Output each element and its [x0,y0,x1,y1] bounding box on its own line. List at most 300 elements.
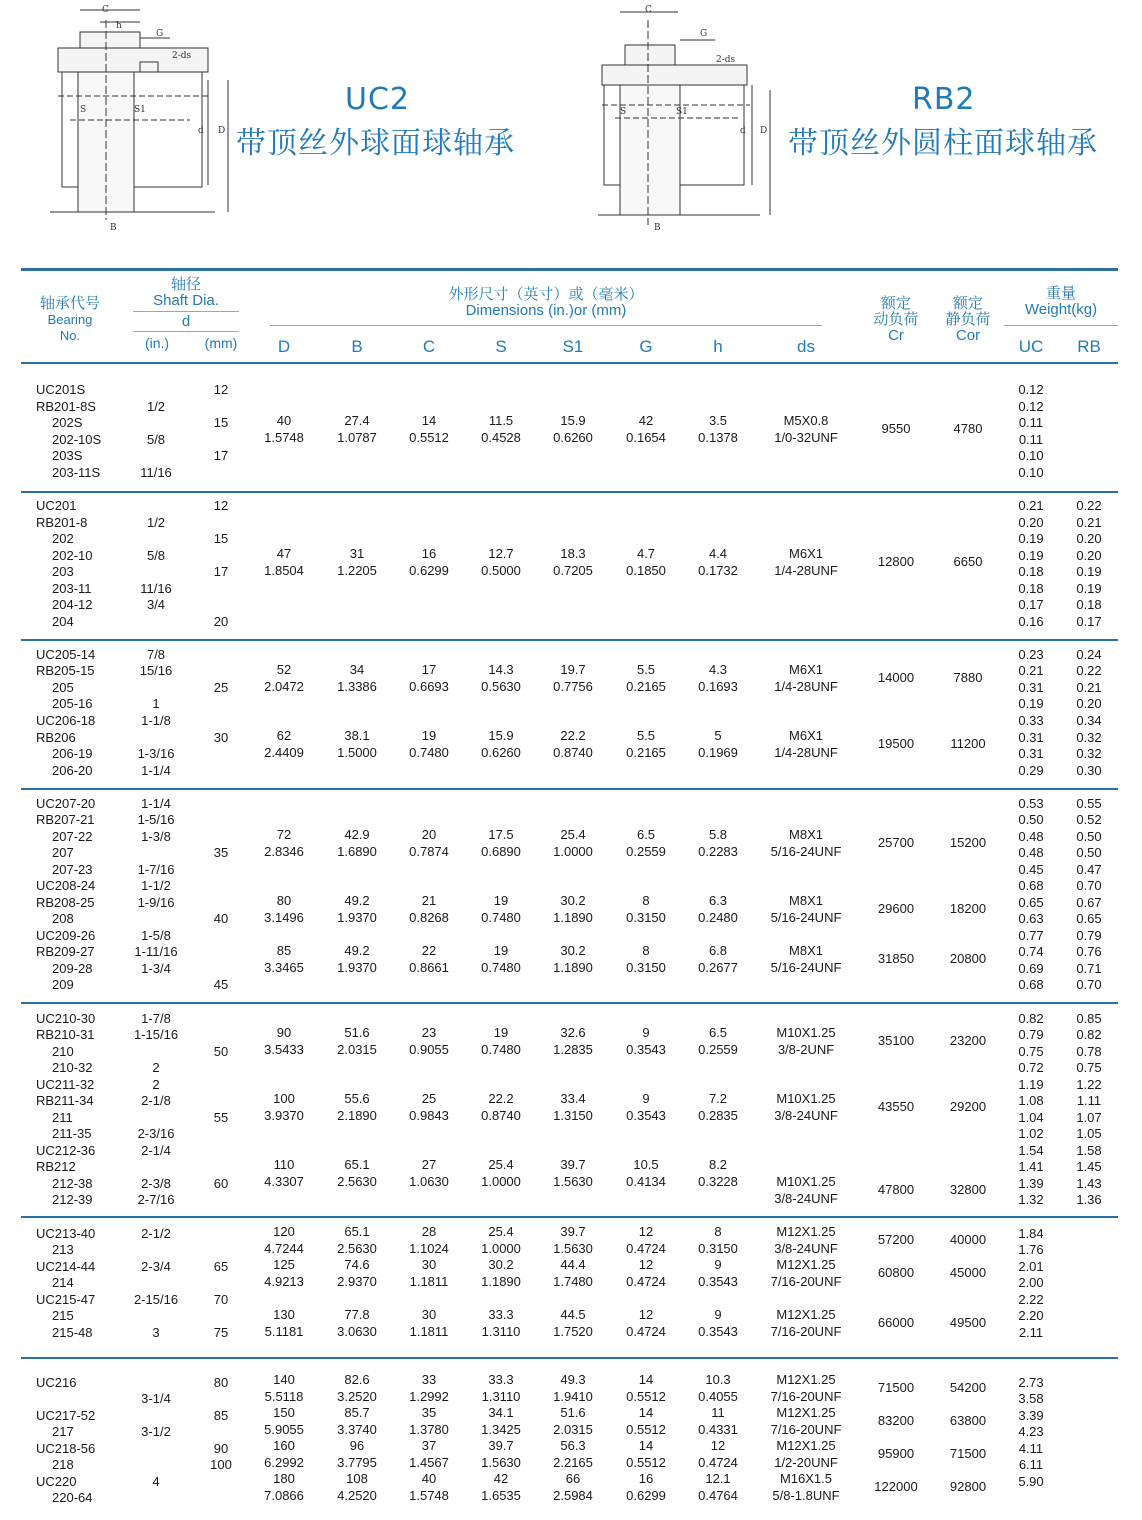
dim-C: 20 0.7874 [409,827,449,859]
weight-rb: 1.45 [1076,1159,1102,1174]
weight-header: 重量 Weight(kg) [1024,285,1098,318]
shaft-inch: 1-3/16 [137,746,175,761]
dim-C: 25 0.9843 [409,1091,449,1123]
dim-S1: 56.3 2.2165 [553,1438,593,1470]
dim-S: 19 0.7480 [481,1025,521,1057]
weight-uc: 1.32 [1018,1192,1044,1207]
dim-G: 9 0.3543 [626,1025,666,1057]
cor-header: 额定 静负荷 Cor [945,295,991,344]
dim-ds: M10X1.25 3/8-24UNF [774,1091,838,1123]
weight-uc: 0.18 [1018,564,1044,579]
bearing-no-header: 轴承代号 Bearing No. [39,295,100,343]
col-h: h [713,337,723,356]
weight-uc: 0.72 [1018,1060,1044,1075]
label-g: G [156,29,164,39]
rb-label-s: S [620,107,627,117]
dim-ds: M5X0.8 1/0-32UNF [774,413,838,445]
rb-label-g: G [700,29,708,39]
bearing-no: 212-38 [52,1176,93,1191]
weight-rb: 0.78 [1076,1044,1102,1059]
weight-rb: 0.65 [1076,911,1102,926]
weight-uc: 3.39 [1018,1408,1044,1423]
weight-rb: 0.32 [1076,746,1102,761]
dim-G: 8 0.3150 [626,943,666,975]
dim-B: 108 4.2520 [337,1471,377,1503]
dim-h: 12.1 0.4764 [698,1471,738,1503]
bearing-no: 205-16 [52,696,93,711]
dim-B: 74.6 2.9370 [337,1257,377,1289]
shaft-mm: 85 [213,1408,229,1423]
uc2-code: UC2 [345,82,410,117]
weight-rb: 0.70 [1076,977,1102,992]
dim-B: 38.1 1.5000 [337,728,377,760]
shaft-inch: 1-5/8 [141,928,171,943]
bearing-no: UC213-40 [36,1226,96,1241]
bearing-no: 202S [52,415,83,430]
load-cr: 66000 [877,1315,915,1331]
load-cor: 71500 [949,1446,987,1462]
shaft-inch: 4 [152,1474,160,1489]
weight-rb: 0.70 [1076,878,1102,893]
shaft-inch: 1-15/16 [133,1027,179,1042]
shaft-mm: 80 [213,1375,229,1390]
dim-C: 33 1.2992 [409,1372,449,1404]
dim-S: 42 1.6535 [481,1471,521,1503]
bearing-no: UC201S [36,382,86,397]
shaft-inch: 2-7/16 [137,1192,175,1207]
shaft-inch: 15/16 [139,663,173,678]
weight-uc: 1.02 [1018,1126,1044,1141]
dim-ds: M10X1.25 3/8-24UNF [774,1174,838,1206]
shaft-inch: 2-1/4 [141,1143,171,1158]
weight-rb: 0.75 [1076,1060,1102,1075]
dim-h: 7.2 0.2835 [698,1091,738,1123]
weight-rb: 1.22 [1076,1077,1102,1092]
dim-B: 27.4 1.0787 [337,413,377,445]
weight-uc: 0.45 [1018,862,1044,877]
uc2-name: 带顶丝外球面球轴承 [236,126,515,161]
dim-h: 4.3 0.1693 [698,662,738,694]
weight-uc: 0.68 [1018,977,1044,992]
weight-uc: 0.16 [1018,614,1044,629]
weight-uc: 0.11 [1018,415,1044,430]
bearing-no: 203 [52,564,74,579]
dim-h: 3.5 0.1378 [698,413,738,445]
weight-uc: 1.76 [1018,1242,1044,1257]
shaft-mm: 12 [213,382,229,397]
weight-rb: 1.36 [1076,1192,1102,1207]
bearing-no: RB201-8S [36,399,96,414]
dim-D: 160 6.2992 [264,1438,304,1470]
shaft-mm: 55 [213,1110,229,1125]
dim-D: 52 2.0472 [264,662,304,694]
weight-uc: 0.23 [1018,647,1044,662]
shaft-inch: 5/8 [146,432,166,447]
unit-in: (in.) [144,335,170,351]
col-ds: ds [797,337,815,356]
dim-S1: 22.2 0.8740 [553,728,593,760]
dim-D: 90 3.5433 [264,1025,304,1057]
weight-rb: 1.05 [1076,1126,1102,1141]
group-separator [21,1002,1118,1004]
weight-uc: 0.21 [1018,498,1044,513]
dim-S: 34.1 1.3425 [481,1405,521,1437]
bearing-no: 204-12 [52,597,93,612]
shaft-inch: 1-1/4 [141,763,171,778]
weight-rb: 0.22 [1076,498,1102,513]
shaft-inch: 1-1/8 [141,713,171,728]
dim-B: 77.8 3.0630 [337,1307,377,1339]
weight-rb: 0.19 [1076,581,1102,596]
load-cr: 35100 [877,1033,915,1049]
dim-S: 11.5 0.4528 [481,413,521,445]
shaft-mm: 60 [213,1176,229,1191]
dim-D: 40 1.5748 [264,413,304,445]
shaft-inch: 1-3/4 [141,961,171,976]
shaft-inch: 11/16 [140,465,172,480]
dim-G: 42 0.1654 [626,413,666,445]
weight-uc: 2.73 [1018,1375,1044,1390]
dim-S: 25.4 1.0000 [481,1157,521,1189]
dim-B: 65.1 2.5630 [337,1224,377,1256]
shaft-inch: 1-1/4 [141,796,171,811]
shaft-inch: 2-15/16 [133,1292,179,1307]
shaft-inch: 2-1/8 [141,1093,171,1108]
shaft-inch: 3 [152,1325,160,1340]
weight-rb: 0.52 [1076,812,1102,827]
bearing-no: 215 [52,1308,74,1323]
shaft-mm: 75 [213,1325,229,1340]
bearing-no: RB207-21 [36,812,95,827]
dim-S: 33.3 1.3110 [481,1307,521,1339]
weight-uc: 0.10 [1018,465,1044,480]
weight-uc: 0.21 [1018,663,1044,678]
bearing-no: 209 [52,977,74,992]
dim-G: 12 0.4724 [626,1307,666,1339]
weight-uc: 0.48 [1018,845,1044,860]
dim-S: 14.3 0.5630 [481,662,521,694]
dim-S1: 44.4 1.7480 [553,1257,593,1289]
weight-uc: 1.41 [1018,1159,1044,1174]
weight-uc: 0.65 [1018,895,1044,910]
bearing-no: RB208-25 [36,895,95,910]
weight-uc: 0.17 [1018,597,1044,612]
dim-ds: M8X1 5/16-24UNF [770,827,842,859]
weight-uc: 0.29 [1018,763,1044,778]
dim-B: 49.2 1.9370 [337,943,377,975]
dim-S1: 30.2 1.1890 [553,943,593,975]
shaft-inch: 1-5/16 [137,812,175,827]
shaft-mm: 12 [213,498,229,513]
shaft-inch: 2 [152,1077,160,1092]
bearing-no: 207 [52,845,74,860]
dim-C: 14 0.5512 [409,413,449,445]
weight-rb: 0.21 [1076,515,1102,530]
weight-uc: 3.58 [1018,1391,1044,1406]
dim-ds: M8X1 5/16-24UNF [770,893,842,925]
dim-C: 30 1.1811 [409,1257,449,1289]
shaft-mm: 70 [213,1292,229,1307]
weight-uc: 0.79 [1018,1027,1044,1042]
weight-uc: 0.18 [1018,581,1044,596]
bearing-no: UC220 [36,1474,77,1489]
dim-S: 39.7 1.5630 [481,1438,521,1470]
dim-C: 27 1.0630 [409,1157,449,1189]
weight-rb: 0.17 [1076,614,1102,629]
dim-S1: 49.3 1.9410 [553,1372,593,1404]
dim-ds: M12X1.25 7/16-20UNF [770,1405,842,1437]
dim-C: 16 0.6299 [409,546,449,578]
shaft-mm: 15 [213,415,229,430]
dim-S1: 66 2.5984 [553,1471,593,1503]
dim-S1: 44.5 1.7520 [553,1307,593,1339]
weight-uc: 1.19 [1018,1077,1044,1092]
dim-h: 9 0.3543 [698,1257,738,1289]
weight-uc: 0.74 [1018,944,1044,959]
dim-D: 120 4.7244 [264,1224,304,1256]
load-cor: 92800 [949,1479,987,1495]
dim-h: 8 0.3150 [698,1224,738,1256]
bearing-no: RB211-34 [36,1093,94,1108]
weight-uc: 0.75 [1018,1044,1044,1059]
dim-S1: 39.7 1.5630 [553,1157,593,1189]
dim-B: 31 1.2205 [337,546,377,578]
load-cor: 18200 [949,901,987,917]
load-cor: 6650 [953,554,983,570]
label-s: S [80,105,87,115]
bearing-no: UC205-14 [36,647,96,662]
load-cor: 4780 [953,421,983,437]
dim-C: 30 1.1811 [409,1307,449,1339]
dim-D: 125 4.9213 [264,1257,304,1289]
shaft-mm: 50 [213,1044,229,1059]
bearing-no: RB205-15 [36,663,95,678]
load-cr: 31850 [877,951,915,967]
dim-S: 33.3 1.3110 [481,1372,521,1404]
bearing-no: 211 [52,1110,73,1125]
load-cr: 25700 [877,835,915,851]
bearing-no: 208 [52,911,74,926]
col-G: G [639,337,653,356]
dim-ds: M12X1.25 3/8-24UNF [774,1224,838,1256]
weight-uc: 0.19 [1018,696,1044,711]
weight-uc: 1.84 [1018,1226,1044,1241]
dim-B: 51.6 2.0315 [337,1025,377,1057]
dim-G: 10.5 0.4134 [626,1157,666,1189]
dims-header: 外形尺寸（英寸）或（毫米） Dimensions (in.)or (mm) [448,286,644,319]
dim-B: 65.1 2.5630 [337,1157,377,1189]
dim-ds: M12X1.25 7/16-20UNF [770,1307,842,1339]
dim-G: 6.5 0.2559 [626,827,666,859]
weight-uc: 2.20 [1018,1308,1044,1323]
dim-S: 15.9 0.6260 [481,728,521,760]
bearing-no: RB206 [36,730,76,745]
dim-ds: M6X1 1/4-28UNF [774,728,838,760]
load-cor: 7880 [953,670,983,686]
label-b: B [110,223,117,233]
dim-G: 5.5 0.2165 [626,728,666,760]
label-s1: S1 [134,105,146,115]
dim-D: 140 5.5118 [264,1372,304,1404]
rb-label-b: B [654,223,661,233]
bearing-no: 210 [52,1044,74,1059]
weight-uc: 0.12 [1018,382,1044,397]
shaft-mm: 30 [213,730,229,745]
weight-uc: 0.68 [1018,878,1044,893]
col-S: S [495,337,507,356]
dim-D: 130 5.1181 [264,1307,304,1339]
shaft-inch: 2 [152,1060,160,1075]
weight-uc: 0.50 [1018,812,1044,827]
col-S1: S1 [562,337,584,356]
weight-uc: 2.01 [1018,1259,1044,1274]
weight-rb: 0.21 [1076,680,1102,695]
dim-h: 11 0.4331 [698,1405,738,1437]
bearing-no: UC216 [36,1375,77,1390]
shaft-inch: 11/16 [140,581,172,596]
shaft-inch: 2-3/8 [141,1176,171,1191]
bearing-no: 202 [52,531,74,546]
rb2-drawing [590,0,790,240]
load-cr: 9550 [881,421,911,437]
bearing-no: 218 [52,1457,74,1472]
bearing-no: 204 [52,614,74,629]
dim-ds: M6X1 1/4-28UNF [774,662,838,694]
dim-h: 5.8 0.2283 [698,827,738,859]
load-cor: 20800 [949,951,987,967]
bearing-no: UC214-44 [36,1259,96,1274]
weight-uc: 0.48 [1018,829,1044,844]
shaft-inch: 1-3/8 [141,829,171,844]
weight-rb: 0.30 [1076,763,1102,778]
dim-h: 4.4 0.1732 [698,546,738,578]
load-cor: 15200 [949,835,987,851]
rb2-name: 带顶丝外圆柱面球轴承 [788,126,1098,161]
bearing-no: 220-64 [52,1490,93,1505]
weight-uc: 0.19 [1018,548,1044,563]
weight-uc: 0.63 [1018,911,1044,926]
bearing-no: UC218-56 [36,1441,96,1456]
weight-rule [1004,325,1118,326]
shaft-inch: 1-1/2 [141,878,171,893]
load-cr: 83200 [877,1413,915,1429]
bearing-no: UC215-47 [36,1292,96,1307]
dim-ds: M12X1.25 7/16-20UNF [770,1257,842,1289]
load-cor: 40000 [949,1232,987,1248]
dim-h: 12 0.4724 [698,1438,738,1470]
dim-C: 19 0.7480 [409,728,449,760]
dim-h: 6.5 0.2559 [698,1025,738,1057]
shaft-inch: 1-7/8 [141,1011,171,1026]
shaft-mm: 45 [213,977,229,992]
bearing-no: 211-35 [52,1126,92,1141]
bearing-no: 206-19 [52,746,93,761]
weight-rb: 0.55 [1076,796,1102,811]
dim-S1: 33.4 1.3150 [553,1091,593,1123]
dim-G: 14 0.5512 [626,1438,666,1470]
dim-S1: 15.9 0.6260 [553,413,593,445]
bearing-no: 207-22 [52,829,93,844]
rb-label-ds: 2-ds [716,55,736,65]
weight-rb: 0.18 [1076,597,1102,612]
weight-rb: 0.20 [1076,548,1102,563]
dim-D: 72 2.8346 [264,827,304,859]
shaft-inch: 3-1/4 [141,1391,171,1406]
col-rb: RB [1077,337,1101,356]
group-separator [21,1216,1118,1218]
dim-C: 21 0.8268 [409,893,449,925]
weight-uc: 2.00 [1018,1275,1044,1290]
dim-C: 22 0.8661 [409,943,449,975]
unit-mm: (mm) [204,335,238,351]
weight-rb: 1.11 [1076,1093,1102,1108]
shaft-mm: 35 [213,845,229,860]
shaft-inch: 1/2 [146,399,166,414]
weight-uc: 0.31 [1018,680,1044,695]
group-separator [21,639,1118,641]
weight-uc: 6.11 [1018,1457,1044,1472]
dim-D: 150 5.9055 [264,1405,304,1437]
bearing-no: UC206-18 [36,713,96,728]
col-C: C [422,337,436,356]
dim-S: 30.2 1.1890 [481,1257,521,1289]
bearing-no: 212-39 [52,1192,93,1207]
shaft-inch: 2-3/4 [141,1259,171,1274]
shaft-mm: 17 [213,564,229,579]
dim-D: 62 2.4409 [264,728,304,760]
weight-uc: 2.22 [1018,1292,1044,1307]
dim-G: 12 0.4724 [626,1257,666,1289]
dim-C: 35 1.3780 [409,1405,449,1437]
weight-uc: 2.11 [1018,1325,1044,1340]
dim-S1: 32.6 1.2835 [553,1025,593,1057]
shaft-mm: 20 [213,614,229,629]
label-D: D [218,126,226,136]
weight-uc: 0.53 [1018,796,1044,811]
bearing-no: UC208-24 [36,878,96,893]
weight-rb: 0.20 [1076,531,1102,546]
dim-S: 25.4 1.0000 [481,1224,521,1256]
dim-D: 47 1.8504 [264,546,304,578]
bearing-no: 210-32 [52,1060,93,1075]
load-cr: 19500 [877,736,915,752]
col-D: D [277,337,291,356]
load-cor: 32800 [949,1182,987,1198]
col-B: B [351,337,363,356]
load-cor: 23200 [949,1033,987,1049]
bearing-no: 214 [52,1275,74,1290]
group-separator [21,491,1118,493]
shaft-inch: 1/2 [146,515,166,530]
dim-h: 9 0.3543 [698,1307,738,1339]
bearing-no: 209-28 [52,961,93,976]
bearing-no: RB212 [36,1159,76,1174]
header-bottom-rule [21,362,1118,364]
bearing-no: UC210-30 [36,1011,96,1026]
shaft-inch: 3/4 [146,597,166,612]
dim-S: 17.5 0.6890 [481,827,521,859]
shaft-inch: 1-11/16 [134,944,178,959]
dim-G: 5.5 0.2165 [626,662,666,694]
dim-B: 42.9 1.6890 [337,827,377,859]
shaft-mm: 65 [213,1259,229,1274]
dim-S: 12.7 0.5000 [481,546,521,578]
load-cr: 95900 [877,1446,915,1462]
weight-uc: 0.31 [1018,746,1044,761]
load-cor: 11200 [950,736,986,752]
dim-C: 28 1.1024 [409,1224,449,1256]
shaft-mm: 40 [213,911,229,926]
